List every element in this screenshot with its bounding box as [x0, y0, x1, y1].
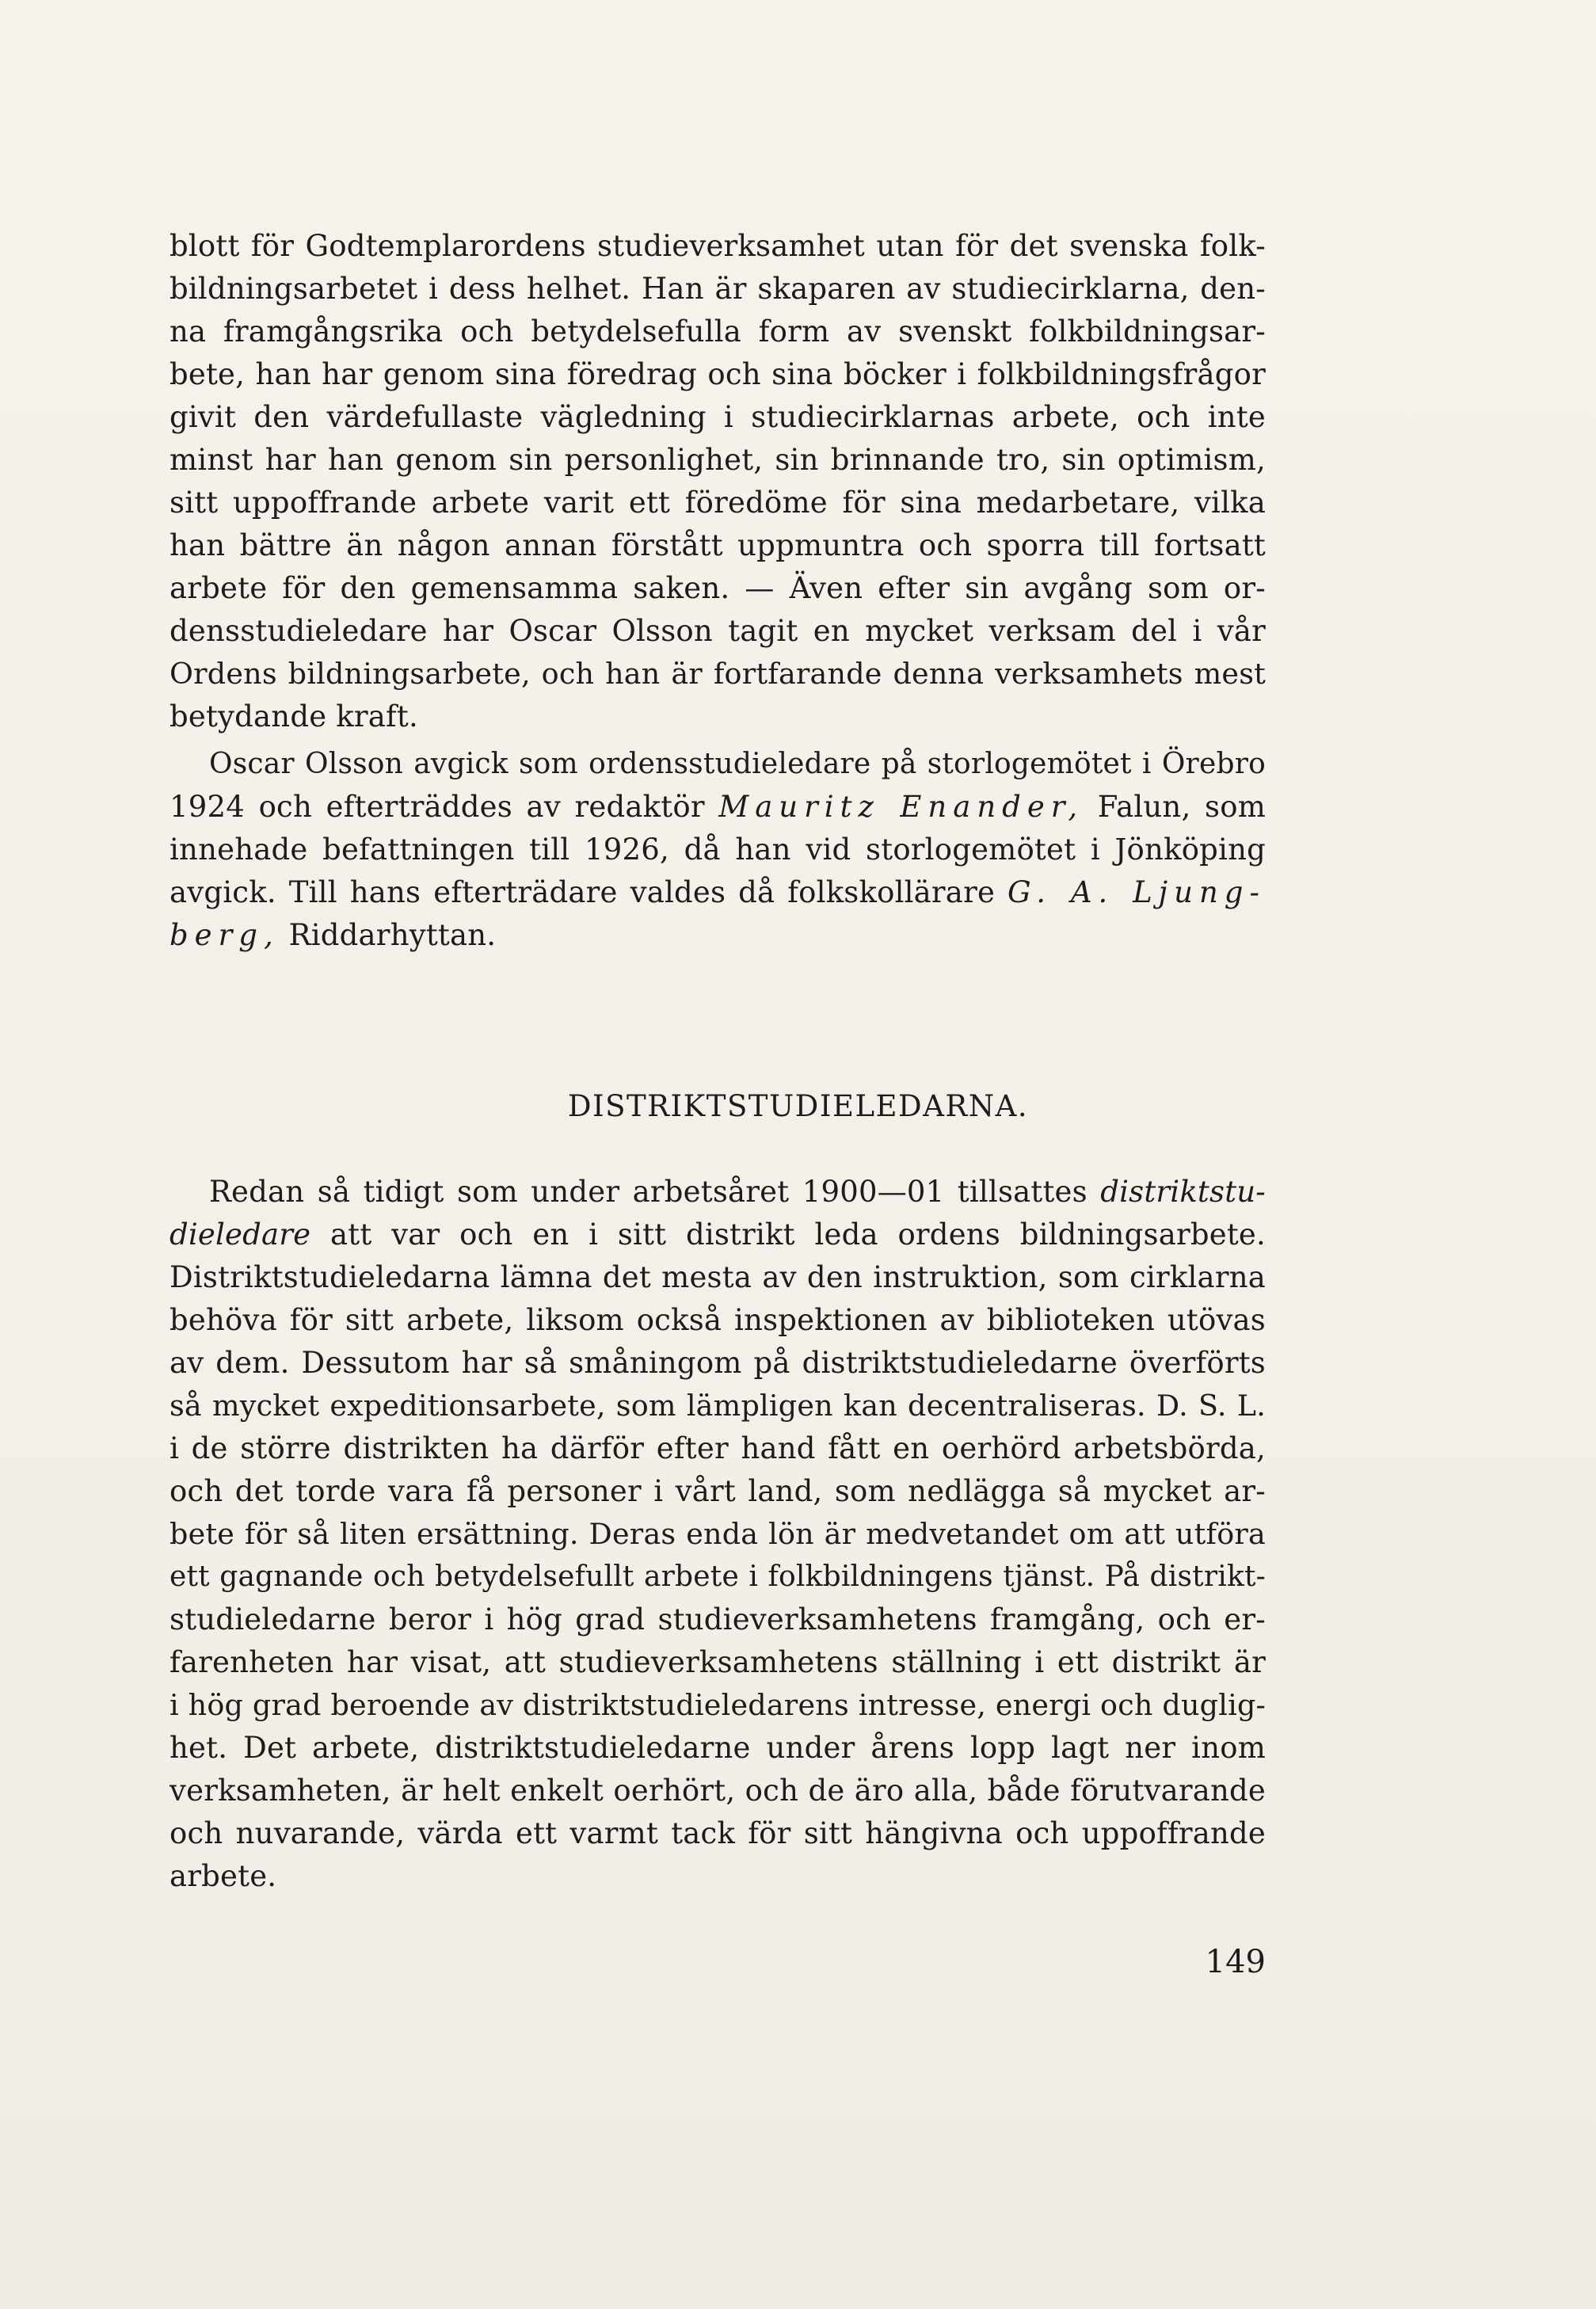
text-line: behöva för sitt arbete, liksom också inspektionen av biblioteken utövas	[170, 1303, 1266, 1337]
text-segment: Falun, som	[1084, 790, 1266, 824]
text-line: arbete för den gemensamma saken. — Även efter sin avgång som or-	[170, 571, 1266, 605]
text-line: ett gagnande och betydelsefullt arbete i folkbildningens tjänst. På distrikt-	[170, 1560, 1266, 1593]
text-line: i de större distrikten ha därför efter hand fått en oerhörd arbetsbörda,	[170, 1431, 1266, 1465]
text-line: arbete.	[170, 1859, 277, 1893]
text-line: av dem. Dessutom har så småningom på distriktstudieledarne överförts	[170, 1346, 1266, 1380]
text-line: bete för så liten ersättning. Deras enda lön är medvetandet om att utföra	[170, 1517, 1266, 1551]
text-line: och nuvarande, värda ett varmt tack för sitt hängivna och uppoffrande	[170, 1816, 1266, 1850]
person-name-mauritz-enander: Mauritz Enander,	[718, 790, 1084, 824]
text-line: så mycket expeditionsarbete, som lämpligen kan decentraliseras. D. S. L.	[170, 1389, 1266, 1423]
term-distriktstudieledare-end: dieledare	[170, 1217, 311, 1252]
paragraph-oscar-olsson-tribute	[170, 225, 1266, 738]
text-line: bete, han har genom sina föredrag och sina böcker i folkbildningsfrågor	[170, 357, 1266, 391]
section-heading: DISTRIKTSTUDIELEDARNA.	[567, 1089, 1029, 1123]
text-line: och det torde vara få personer i vårt land, som nedlägga så mycket ar-	[170, 1474, 1266, 1508]
text-line: han bättre än någon annan förstått uppmuntra och sporra till fortsatt	[170, 528, 1266, 562]
text-line: densstudieledare har Oscar Olsson tagit en mycket verksam del i vår	[170, 614, 1266, 648]
text-line: innehade befattningen till 1926, då han vid storlogemötet i Jönköping	[170, 833, 1266, 867]
text-line: verksamheten, är helt enkelt oerhört, och de äro alla, både förutvarande	[170, 1774, 1266, 1808]
person-name-ljungberg: G. A. Ljung-	[1007, 875, 1266, 909]
text-line: i hög grad beroende av distriktstudieledarens intresse, energi och duglig-	[170, 1688, 1267, 1722]
text-line: minst har han genom sin personlighet, sin brinnande tro, sin optimism,	[170, 443, 1266, 477]
text-line	[170, 871, 1266, 914]
text-line: studieledarne beror i hög grad studieverksamhetens framgång, och er-	[170, 1602, 1266, 1636]
text-line: bildningsarbetet i dess helhet. Han är skaparen av studiecirklarna, den-	[170, 272, 1266, 306]
person-name-ljungberg-end: berg,	[170, 918, 280, 952]
text-segment: Riddarhyttan.	[279, 918, 497, 952]
page-number: 149	[1205, 1944, 1266, 1980]
text-line	[170, 1214, 1266, 1256]
text-segment: avgick. Till hans efterträdare valdes då folkskollärare	[170, 875, 1008, 909]
term-distriktstudieledare: distriktstu-	[1100, 1175, 1266, 1209]
text-line	[170, 914, 1266, 957]
text-line	[170, 786, 1266, 829]
text-segment: 1924 och efterträddes av redaktör	[170, 790, 719, 824]
paragraph-successors	[170, 743, 1266, 957]
text-line: blott för Godtemplarordens studieverksamhet utan för det svenska folk-	[170, 229, 1266, 263]
text-line: het. Det arbete, distriktstudieledarne under årens lopp lagt ner inom	[170, 1731, 1266, 1765]
text-line: Distriktstudieledarna lämna det mesta av den instruktion, som cirklarna	[170, 1260, 1266, 1294]
text-line: betydande kraft.	[170, 699, 418, 733]
text-line: farenheten har visat, att studieverksamhetens ställning i ett distrikt är	[170, 1645, 1266, 1679]
paragraph-district-study-leaders	[170, 1171, 1266, 1898]
text-segment: Redan så tidigt som under arbetsåret 1900—01 tillsattes	[209, 1175, 1101, 1209]
text-line	[170, 1171, 1266, 1214]
text-line: Ordens bildningsarbete, och han är fortfarande denna verksamhets mest	[170, 657, 1266, 691]
text-segment: att var och en i sitt distrikt leda ordens bildningsarbete.	[310, 1217, 1266, 1252]
text-line: na framgångsrika och betydelsefulla form av svenskt folkbildningsar-	[170, 314, 1266, 349]
text-line: sitt uppoffrande arbete varit ett föredöme för sina medarbetare, vilka	[170, 486, 1266, 520]
text-line: Oscar Olsson avgick som ordensstudieledare på storlogemötet i Örebro	[209, 748, 1266, 780]
text-line: givit den värdefullaste vägledning i studiecirklarnas arbete, och inte	[170, 400, 1266, 434]
